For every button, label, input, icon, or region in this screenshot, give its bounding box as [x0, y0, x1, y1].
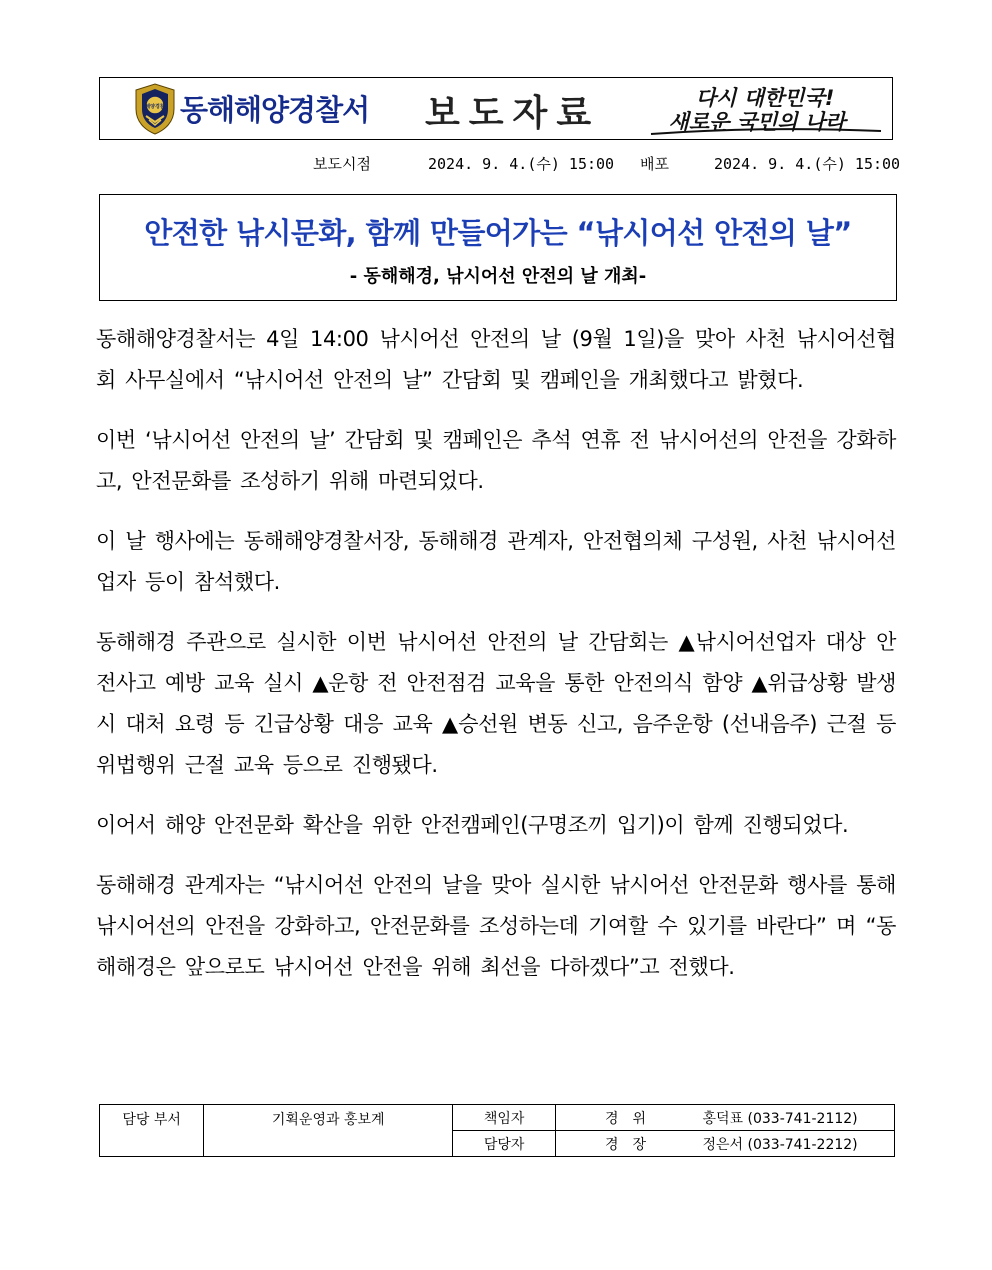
- role-label: 책임자: [453, 1105, 556, 1131]
- report-time-value: 2024. 9. 4.(수) 15:00: [428, 155, 615, 173]
- contact-person: 홍덕표 (033-741-2112): [702, 1110, 858, 1127]
- subheadline: - 동해해경, 낚시어선 안전의 날 개최-: [349, 266, 647, 287]
- rank: 경장: [604, 1136, 661, 1153]
- org-name: 동해해양경찰서: [180, 93, 370, 127]
- doc-type-title: 보도자료: [425, 93, 601, 134]
- headline: 안전한 낚시문화, 함께 만들어가는 “낚시어선 안전의 날”: [144, 216, 852, 250]
- report-time-label: 보도시점: [313, 155, 371, 173]
- paragraph-3: 이 날 행사에는 동해해양경찰서장, 동해해경 관계자, 안전협의체 구성원, 사천 낚시어선업자 등이 참석했다.: [96, 529, 896, 594]
- article-body: [96, 319, 896, 1007]
- title-box: [99, 194, 897, 301]
- distribution-label: 배포: [640, 155, 669, 173]
- slogan-line1: 다시 대한민국!: [695, 86, 835, 110]
- paragraph-6: 동해해경 관계자는 “낚시어선 안전의 날을 맞아 실시한 낚시어선 안전문화 행사를 통해 낚시어선의 안전을 강화하고, 안전문화를 조성하는데 기여할 수 있기를 바란다” 며 “동해해경은 앞으로도 낚시어선 안전을 위해 최선을 다하겠다”고 전했다.: [96, 873, 896, 979]
- rank: 경위: [604, 1110, 661, 1127]
- contact-cell: [556, 1131, 895, 1157]
- header-box: [99, 77, 893, 140]
- role-label: 담당자: [453, 1131, 556, 1157]
- contact-person: 정은서 (033-741-2212): [702, 1136, 858, 1153]
- contact-table: [99, 1104, 895, 1157]
- dept-value: 기획운영과 홍보계: [204, 1105, 453, 1157]
- coast-guard-emblem-icon: [133, 83, 177, 135]
- distribution-value: 2024. 9. 4.(수) 15:00: [714, 155, 901, 173]
- slogan-logo: [645, 82, 885, 138]
- emblem-text: 해양경찰: [145, 104, 165, 110]
- paragraph-1: 동해해양경찰서는 4일 14:00 낚시어선 안전의 날 (9월 1일)을 맞아 사천 낚시어선협회 사무실에서 “낚시어선 안전의 날” 간담회 및 캠페인을 개최했다고 밝혔다.: [96, 327, 896, 392]
- dept-label: 담당 부서: [100, 1105, 204, 1157]
- paragraph-5: 이어서 해양 안전문화 확산을 위한 안전캠페인(구명조끼 입기)이 함께 진행되었다.: [96, 813, 849, 837]
- table-row: [100, 1105, 895, 1131]
- contact-cell: [556, 1105, 895, 1131]
- paragraph-4: 동해해경 주관으로 실시한 이번 낚시어선 안전의 날 간담회는 ▲낚시어선업자 대상 안전사고 예방 교육 실시 ▲운항 전 안전점검 교육을 통한 안전의식 함양 ▲위급상황 발생 시 대처 요령 등 긴급상황 대응 교육 ▲승선원 변동 신고, 음주운항 (선내음주) 근절 등 위법행위 근절 교육 등으로 진행됐다.: [96, 630, 896, 777]
- paragraph-2: 이번 ‘낚시어선 안전의 날’ 간담회 및 캠페인은 추석 연휴 전 낚시어선의 안전을 강화하고, 안전문화를 조성하기 위해 마련되었다.: [96, 428, 896, 493]
- slogan-line2: 새로운 국민의 나라: [668, 110, 846, 134]
